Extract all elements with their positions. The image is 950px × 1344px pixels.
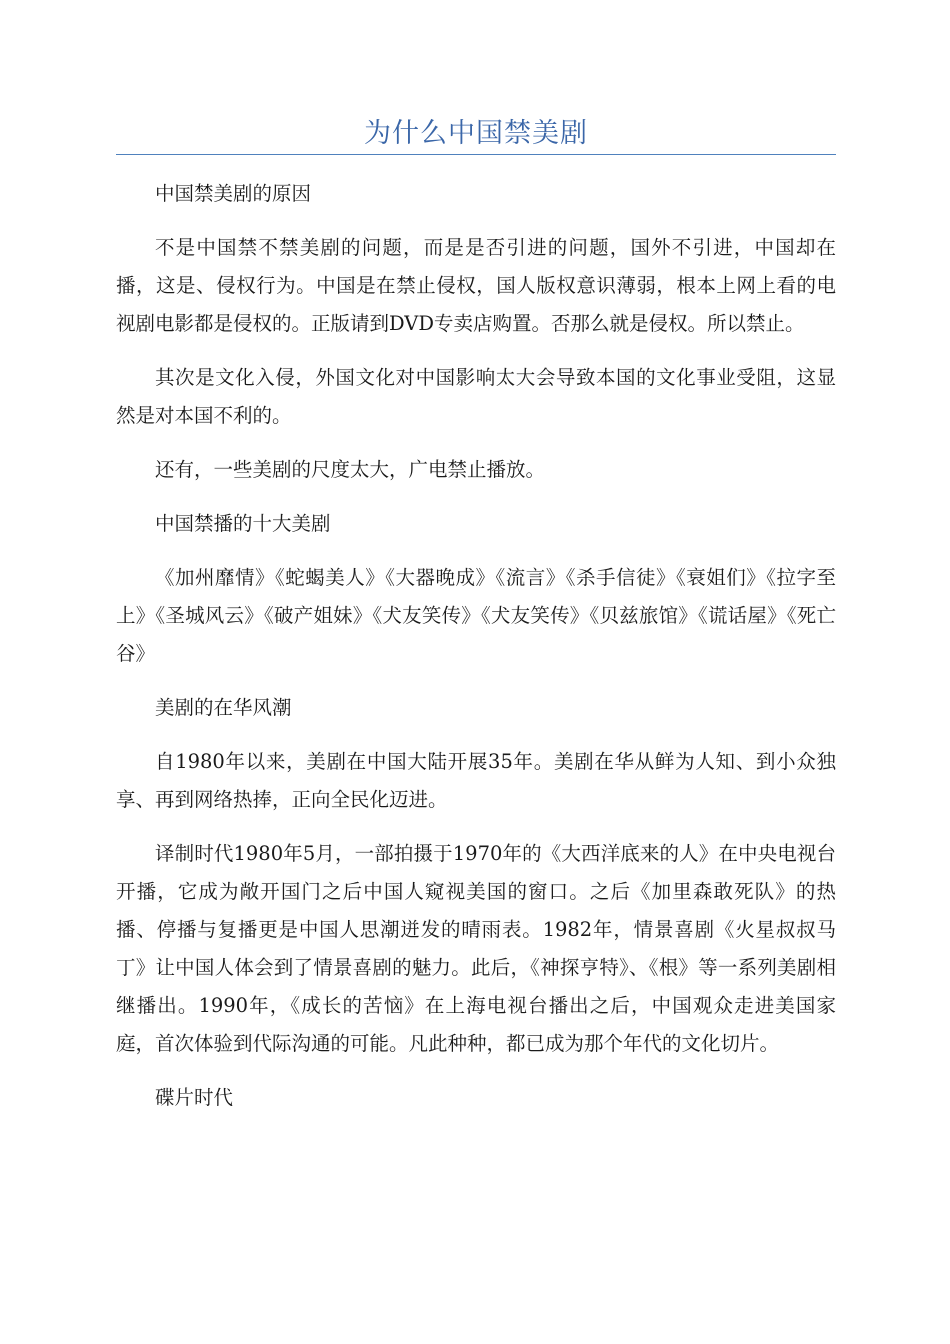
title-underline [116,154,836,155]
document-title: 为什么中国禁美剧 [364,118,588,149]
document-page [116,0,836,1133]
paragraph-dubbing-era: 译制时代1980年5月，一部拍摄于1970年的《大西洋底来的人》在中央电视台开播，它成为敞开国门之后中国人窥视美国的窗口。之后《加里森敢死队》的热播、停播与复播更是中国人思潮迸发的晴雨表。1982年，情景喜剧《火星叔叔马丁》让中国人体会到了情景喜剧的魅力。此后，《神探亨特》、《根》等一系列美剧相继播出。1990年，《成长的苦恼》在上海电视台播出之后，中国观众走进美国家庭，首次体验到代际沟通的可能。凡此种种，都已成为那个年代的文化切片。 [116,842,836,1055]
paragraph-infringement: 不是中国禁不禁美剧的问题，而是是否引进的问题，国外不引进，中国却在播，这是、侵权行为。中国是在禁止侵权，国人版权意识薄弱，根本上网上看的电视剧电影都是侵权的。正版请到DVD专卖店购置。否那么就是侵权。所以禁止。 [116,236,836,335]
paragraph-history-overview: 自1980年以来，美剧在中国大陆开展35年。美剧在华从鲜为人知、到小众独享、再到网络热捧，正向全民化迈进。 [116,750,836,811]
section-heading-trend: 美剧的在华风潮 [155,696,292,719]
section-heading-top-ten: 中国禁播的十大美剧 [155,512,331,535]
paragraph-cultural-invasion: 其次是文化入侵，外国文化对中国影响太大会导致本国的文化事业受阻，这显然是对本国不利的。 [116,366,836,427]
section-heading-disc-era: 碟片时代 [155,1086,234,1109]
paragraph-banned-list: 《加州靡情》《蛇蝎美人》《大器晚成》《流言》《杀手信徒》《衰姐们》《拉字至上》《圣城风云》《破产姐妹》《犬友笑传》《犬友笑传》《贝兹旅馆》《谎话屋》《死亡谷》 [116,566,836,665]
document-body [116,175,836,1117]
section-heading-reasons: 中国禁美剧的原因 [155,182,312,205]
paragraph-content-scale: 还有，一些美剧的尺度太大，广电禁止播放。 [155,458,546,481]
